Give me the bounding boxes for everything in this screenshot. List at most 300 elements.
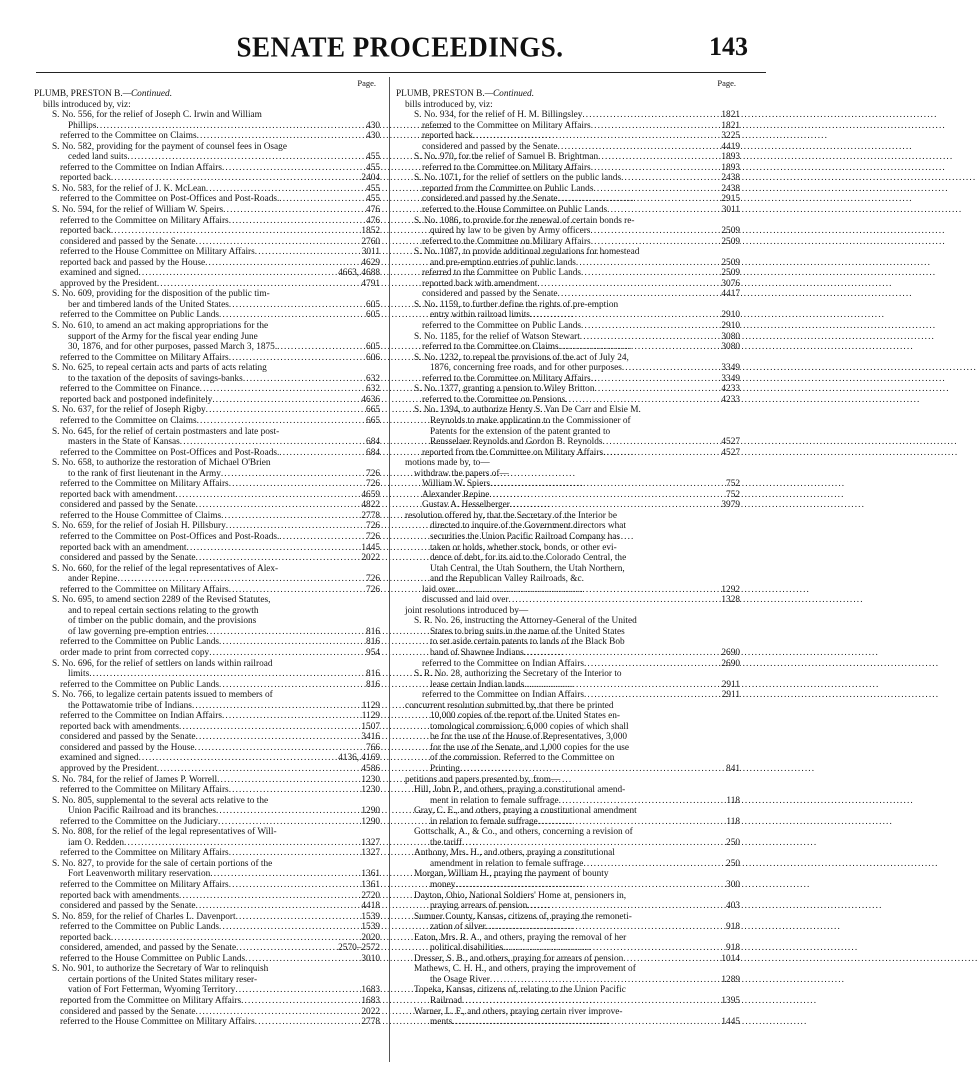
entry-text: S. No. 609, providing for the disposition of the public tim- (52, 289, 270, 300)
page-reference: 4418 (361, 901, 380, 912)
entry-text: reported back with amendment (422, 278, 538, 289)
entry-text: bills introduced by, viz: (43, 99, 131, 110)
entry-text: referred to the Committee on Indian Affairs (422, 690, 584, 701)
entry-text: referred to the Committee on Post-Offices and Post-Roads. (60, 194, 280, 205)
index-entry (396, 659, 740, 670)
page-reference: 605 (366, 342, 380, 353)
index-entry (396, 374, 740, 385)
entry-text: S. No. 583, for the relief of J. K. McLean (52, 183, 206, 194)
dot-leader (591, 163, 720, 174)
index-entry (396, 848, 740, 859)
page-reference: 726 (366, 574, 380, 585)
dot-leader (124, 838, 359, 849)
index-entry (396, 1017, 740, 1028)
entry-text: referred to the Committee on the Judiciary (60, 816, 218, 827)
dot-leader (157, 764, 360, 775)
dot-leader (111, 933, 360, 944)
dot-leader (538, 817, 725, 828)
index-entry (34, 131, 380, 142)
entry-text: order made to print from corrected copy (60, 647, 210, 658)
entry-text: S. No. 1087, to provide additional regulations for homestead (414, 247, 640, 258)
entry-text: discussed and laid over (422, 595, 509, 606)
page-reference: 1230 (361, 774, 380, 785)
entry-text: referred to the Committee on Military Affairs (60, 215, 229, 226)
entry-text: S. No. 1232, to repeal the provisions of the act of July 24, (414, 352, 629, 363)
dot-leader (216, 806, 359, 817)
header-rule (36, 72, 766, 73)
index-entry (396, 869, 740, 880)
index-entry (34, 405, 380, 416)
entry-text: referred to the Committee on Claims (422, 342, 559, 353)
page-reference: 430 (366, 120, 380, 131)
dot-leader (576, 258, 720, 269)
index-entry (396, 258, 740, 269)
page-reference: 684 (366, 437, 380, 448)
entry-text: Printing (430, 764, 460, 774)
entry-text: praying arrears of pension (430, 901, 528, 912)
entry-text: S. No. 901, to authorize the Secretary of War to relinquish (52, 964, 269, 975)
index-entry (396, 532, 740, 543)
dot-leader (219, 922, 359, 933)
dot-leader (229, 880, 360, 891)
dot-leader (452, 1017, 719, 1028)
page-reference: 606 (366, 352, 380, 363)
index-entry (396, 237, 740, 248)
index-entry (34, 648, 380, 659)
page-reference: 2438 (721, 183, 740, 194)
page-reference: 3979 (721, 500, 740, 511)
entry-text: Rensselaer Reynolds and Gordon B. Reynolds (430, 437, 603, 448)
entry-text: referred to the House Committee on Public Lands (422, 205, 608, 216)
entry-text: Sumner County, Kansas, citizens of, praying the remoneti- (414, 911, 632, 922)
index-entry (34, 384, 380, 395)
index-entry (34, 553, 380, 564)
dot-leader (196, 732, 360, 743)
dot-leader (622, 363, 720, 374)
dot-leader (229, 785, 360, 796)
index-entry (34, 701, 380, 712)
entry-text: PLUMB, PRESTON B.—Continued. (34, 89, 173, 99)
entry-text: Phillips (68, 120, 97, 131)
page-reference: 2778 (361, 1017, 380, 1028)
entry-text: S. R. No. 26, instructing the Attorney-General of the United (414, 616, 637, 627)
index-entry (396, 753, 740, 764)
dot-leader (279, 448, 364, 459)
entry-text: S. No. 808, for the relief of the legal representatives of Will- (52, 827, 277, 838)
entry-text: S. No. 805, supplemental to the several acts relative to the (52, 795, 269, 806)
dot-leader (243, 374, 364, 385)
entry-text: considered and passed by the Senate (422, 194, 558, 205)
index-entry (34, 205, 380, 216)
index-entry (396, 142, 740, 153)
page-reference: 4527 (721, 437, 740, 448)
entry-text: Eaton, Mrs. R. A., and others, praying the removal of her (414, 932, 627, 943)
entry-text: S. No. 696, for the relief of settlers on lands within railroad (52, 658, 273, 669)
page-reference: 2570–2572 (338, 943, 380, 954)
entry-text: concurrent resolution submitted by, that there be printed (405, 700, 614, 711)
entry-text: referred to the Committee on Military Affairs (422, 162, 591, 173)
entry-text: considered and passed by the Senate (422, 141, 558, 152)
page-reference: 1852 (361, 226, 380, 237)
index-entry (396, 838, 740, 849)
index-entry (34, 416, 380, 427)
entry-text: referred to the Committee on Claims (60, 131, 197, 142)
entry-text: referred to the House Committee on Military Affairs (60, 1017, 255, 1028)
index-entry (396, 585, 740, 596)
page-reference: 726 (366, 584, 380, 595)
index-entry (34, 1017, 380, 1028)
index-entry (34, 184, 380, 195)
page-reference: 1361 (361, 880, 380, 891)
dot-leader (117, 574, 364, 585)
entry-text: S. No. 594, for the relief of William W. Speirs (52, 205, 224, 216)
index-entry (396, 131, 740, 142)
entry-text: limits (68, 669, 90, 680)
dot-leader (255, 247, 360, 258)
dot-leader (179, 891, 359, 902)
index-entry (34, 100, 380, 111)
entry-text: 10,000 copies of the report of the United States en- (430, 711, 621, 722)
index-entry (396, 289, 740, 300)
entry-text: the Osage River (430, 974, 490, 985)
index-entry (396, 574, 740, 585)
index-entry (396, 332, 740, 343)
page-reference: 2911 (721, 690, 740, 701)
entry-text: referred to the Committee on Military Affairs (422, 236, 591, 247)
dot-leader (591, 121, 720, 132)
entry-text: S. No. 695, to amend section 2289 of the Revised Statutes, (52, 595, 271, 606)
index-entry (396, 996, 740, 1007)
entry-text: Dresser, S. B., and others, praying for arrears of pension (414, 953, 624, 964)
index-entry (396, 859, 740, 870)
dot-leader (96, 121, 364, 132)
entry-text: considered and passed by the House (60, 742, 195, 753)
index-entry (396, 701, 740, 712)
entry-text: 1876, concerning free roads, and for other purposes (430, 363, 622, 374)
index-entry (396, 511, 740, 522)
entry-text: for the use of the Senate, and 1,000 copies for the use (430, 742, 630, 753)
entry-text: S. No. 610, to amend an act making appropriations for the (52, 321, 269, 332)
index-entry (396, 184, 740, 195)
page-reference: 1683 (361, 996, 380, 1007)
dot-leader (229, 300, 364, 311)
dot-leader (583, 859, 724, 870)
entry-text: directed to inquire of the Government directors what (430, 521, 626, 532)
entry-text: S. No. 1159, to further define the rights of pre-emption (414, 299, 619, 310)
index-entry (34, 374, 380, 385)
index-entry (396, 933, 740, 944)
dot-leader (580, 332, 720, 343)
entry-text: reported from the Committee on Public Lands (422, 183, 594, 194)
entry-text: Morgan, William H., praying the payment of bounty (414, 869, 609, 880)
dot-leader (180, 437, 364, 448)
dot-leader (593, 184, 719, 195)
dot-leader (462, 838, 724, 849)
index-entry (34, 268, 380, 279)
index-entry (34, 954, 380, 965)
entry-text: referred to the Committee on Military Affairs (60, 584, 229, 595)
index-entry (34, 796, 380, 807)
index-entry (396, 521, 740, 532)
entry-text: reported back (60, 173, 111, 184)
index-entry (34, 521, 380, 532)
index-entry (34, 121, 380, 132)
page-reference: 1328 (721, 595, 740, 606)
entry-text: money (430, 880, 456, 891)
entry-text: and to repeal certain sections relating to the growth (68, 605, 259, 616)
dot-leader (229, 216, 364, 227)
index-entry (34, 627, 380, 638)
dot-leader (473, 131, 720, 142)
page-reference: 455 (366, 183, 380, 194)
page-column-label: Page. (717, 78, 736, 88)
page-reference: 2509 (721, 226, 740, 237)
index-entry (34, 669, 380, 680)
index-entry (396, 669, 740, 680)
dot-leader (584, 690, 720, 701)
index-entry (396, 500, 740, 511)
entry-text: motions made by, to— (405, 458, 490, 469)
entry-text: Utah Central, the Utah Southern, the Utah Northern, (430, 563, 625, 574)
dot-leader (210, 869, 359, 880)
dot-leader (223, 205, 364, 216)
page-reference: 4822 (361, 500, 380, 511)
index-entry (34, 237, 380, 248)
index-entry (396, 985, 740, 996)
index-entry (396, 384, 740, 395)
page-reference: 2022 (361, 553, 380, 564)
entry-text: tomological commission; 6,000 copies of which shall (430, 721, 629, 732)
index-entry (396, 912, 740, 923)
entry-text: referred to the Committee on Military Affairs (60, 479, 229, 490)
index-entry (396, 775, 740, 786)
index-entry (34, 996, 380, 1007)
page-reference: 1683 (361, 985, 380, 996)
page-reference: 3349 (721, 373, 740, 384)
dot-leader (245, 954, 359, 965)
entry-text: quired by law to be given by Army officers (430, 226, 591, 237)
index-entry (34, 479, 380, 490)
page-reference: 4629 (361, 257, 380, 268)
index-entry (396, 616, 740, 627)
page-reference: 4136, 4169 (338, 753, 380, 764)
index-entry (396, 405, 740, 416)
page-reference: 4417 (721, 289, 740, 300)
page-reference: 726 (366, 521, 380, 532)
entry-text: ander Repine (68, 574, 118, 585)
entry-text: ceded land suits (68, 152, 128, 163)
index-entry (34, 891, 380, 902)
index-entry (396, 806, 740, 817)
entry-text: referred to the Committee on Pensions (422, 394, 566, 405)
page-reference: 1445 (721, 1017, 740, 1028)
index-entry (396, 469, 740, 480)
index-entry (34, 690, 380, 701)
index-entry (34, 532, 380, 543)
entry-text: reported back (60, 932, 111, 943)
dot-leader (509, 595, 720, 606)
page-reference: 684 (366, 447, 380, 458)
index-entry (34, 806, 380, 817)
page-reference: 455 (366, 194, 380, 205)
entry-text: Warner, L. F., and others, praying certain river improve- (414, 1006, 623, 1017)
dot-leader (598, 152, 719, 163)
dot-leader (559, 342, 720, 353)
entry-text: S. No. 766, to legalize certain patents issued to members of (52, 690, 273, 701)
index-entry (34, 912, 380, 923)
right-column (396, 77, 740, 1028)
index-entry (396, 300, 740, 311)
index-entry (34, 680, 380, 691)
page-reference: 1290 (361, 806, 380, 817)
index-entry (34, 848, 380, 859)
entry-text: considered and passed by the Senate (422, 289, 558, 300)
dot-leader (226, 521, 364, 532)
dot-leader (206, 627, 364, 638)
dot-leader (196, 500, 360, 511)
page-reference: 665 (366, 415, 380, 426)
index-entry (34, 564, 380, 575)
entry-text: S. No. 859, for the relief of Charles L. Davenport (52, 911, 236, 922)
entry-text: referred to the Committee on Public Lands (422, 268, 582, 279)
page-reference: 1129 (361, 711, 380, 722)
dot-leader (537, 279, 719, 290)
index-entry (34, 637, 380, 648)
index-entry (34, 901, 380, 912)
entry-text: referred to the House Committee of Claims (60, 510, 222, 521)
dot-leader (277, 342, 364, 353)
index-entries (34, 89, 380, 1028)
index-entry (34, 427, 380, 438)
page-reference: 118 (726, 795, 740, 806)
entry-text: S. No. 645, for the relief of certain postmasters and late post- (52, 426, 280, 437)
page-reference: 3416 (361, 732, 380, 743)
index-entry (396, 152, 740, 163)
index-entry (396, 901, 740, 912)
dot-leader (212, 395, 359, 406)
page-reference: 726 (366, 479, 380, 490)
page-reference: 2690 (721, 647, 740, 658)
page-reference: 954 (366, 647, 380, 658)
index-entry (34, 743, 380, 754)
dot-leader (175, 490, 359, 501)
index-entry (34, 89, 380, 100)
entry-text: S. No. 1086, to provide for the renewal of certain bonds re- (414, 215, 635, 226)
entry-text: to the taxation of the deposits of savings-banks (68, 373, 243, 384)
dot-leader (455, 880, 724, 891)
entry-text: to set aside certain patents to lands of the Black Bob (430, 637, 625, 648)
dot-leader (179, 722, 359, 733)
entry-text: Dayton, Ohio, National Soldiers' Home at, pensioners in, (414, 890, 627, 901)
index-entry (34, 448, 380, 459)
index-entry (34, 975, 380, 986)
entry-text: S. No. 970, for the relief of Samuel B. Brightman (414, 152, 599, 163)
index-entry (34, 616, 380, 627)
dot-leader (594, 384, 719, 395)
page-reference: 1893 (721, 152, 740, 163)
entry-text: considered and passed by the Senate (60, 236, 196, 247)
page-reference: 841 (726, 764, 740, 774)
dot-leader (279, 532, 364, 543)
entry-text: and the Republican Valley Railroads, &c. (430, 574, 584, 585)
entry-text: S. No. 659, for the relief of Josiah H. Pillsbury (52, 521, 226, 532)
dot-leader (530, 310, 719, 321)
index-entry (396, 395, 740, 406)
page-reference: 4663, 4688 (338, 268, 380, 279)
entry-text: Mathews, C. H. H., and others, praying the improvement of (414, 964, 636, 975)
entry-text: referred to the Committee on Public Lands (60, 310, 220, 321)
index-entry (396, 680, 740, 691)
entry-text: S. No. 637, for the relief of Joseph Rigby (52, 405, 206, 416)
index-entry (34, 585, 380, 596)
index-entry (396, 173, 740, 184)
entry-text: S. No. 1377, granting a pension to Wiley Britton (414, 384, 595, 395)
index-entry (396, 827, 740, 838)
page-reference: 632 (366, 384, 380, 395)
page-reference: 1292 (721, 584, 740, 595)
dot-leader (206, 184, 364, 195)
index-entry (396, 891, 740, 902)
dot-leader (138, 268, 336, 279)
entry-text: entry within railroad limits (430, 310, 530, 321)
entry-text: taken or holds, whether stock, bonds, or other evi- (430, 542, 617, 553)
page-reference: 1327 (361, 837, 380, 848)
entry-text: Topeka, Kansas, citizens of, relating to the Union Pacific (414, 985, 626, 996)
index-entry (34, 458, 380, 469)
entry-text: S. No. 1394, to authorize Henry S. Van De Carr and Elsie M. (414, 405, 641, 416)
dot-leader (192, 701, 360, 712)
index-entry (34, 775, 380, 786)
page-reference: 1507 (361, 721, 380, 732)
page-reference: 1539 (361, 922, 380, 933)
index-entry (396, 595, 740, 606)
entry-text: referred to the Committee on Public Lands (60, 922, 220, 933)
page-reference: 766 (366, 742, 380, 753)
index-entry (34, 353, 380, 364)
index-entry (396, 110, 740, 121)
dot-leader (111, 173, 360, 184)
page-reference: 918 (726, 922, 740, 933)
index-entry (34, 785, 380, 796)
dot-leader (195, 743, 365, 754)
page-reference: 1290 (361, 816, 380, 827)
page-reference: 726 (366, 531, 380, 542)
index-entry (396, 553, 740, 564)
page-reference: 1129 (361, 700, 380, 711)
page-reference: 816 (366, 637, 380, 648)
page-reference: 1445 (361, 542, 380, 553)
entry-text: referred to the House Committee on Public Lands (60, 953, 246, 964)
entry-text: examined and signed (60, 268, 139, 279)
page-reference: 3076 (721, 278, 740, 289)
entry-text: referred to the Committee on Public Lands (60, 679, 220, 690)
index-entry (34, 110, 380, 121)
entry-text: lease certain Indian lands (430, 679, 525, 690)
entry-text: considered and passed by the Senate (60, 732, 196, 743)
index-entry (34, 543, 380, 554)
index-entry (396, 743, 740, 754)
dot-leader (222, 163, 364, 174)
entry-text: referred to the Committee on Public Lands (60, 637, 220, 648)
entry-text: reported back and passed by the House (60, 257, 206, 268)
dot-leader (229, 848, 360, 859)
entry-text: referred to the Committee on Finance (60, 384, 200, 395)
dot-leader (127, 152, 364, 163)
page-reference: 403 (726, 901, 740, 912)
index-entry (396, 954, 740, 965)
page-reference: 476 (366, 215, 380, 226)
dot-leader (524, 648, 720, 659)
